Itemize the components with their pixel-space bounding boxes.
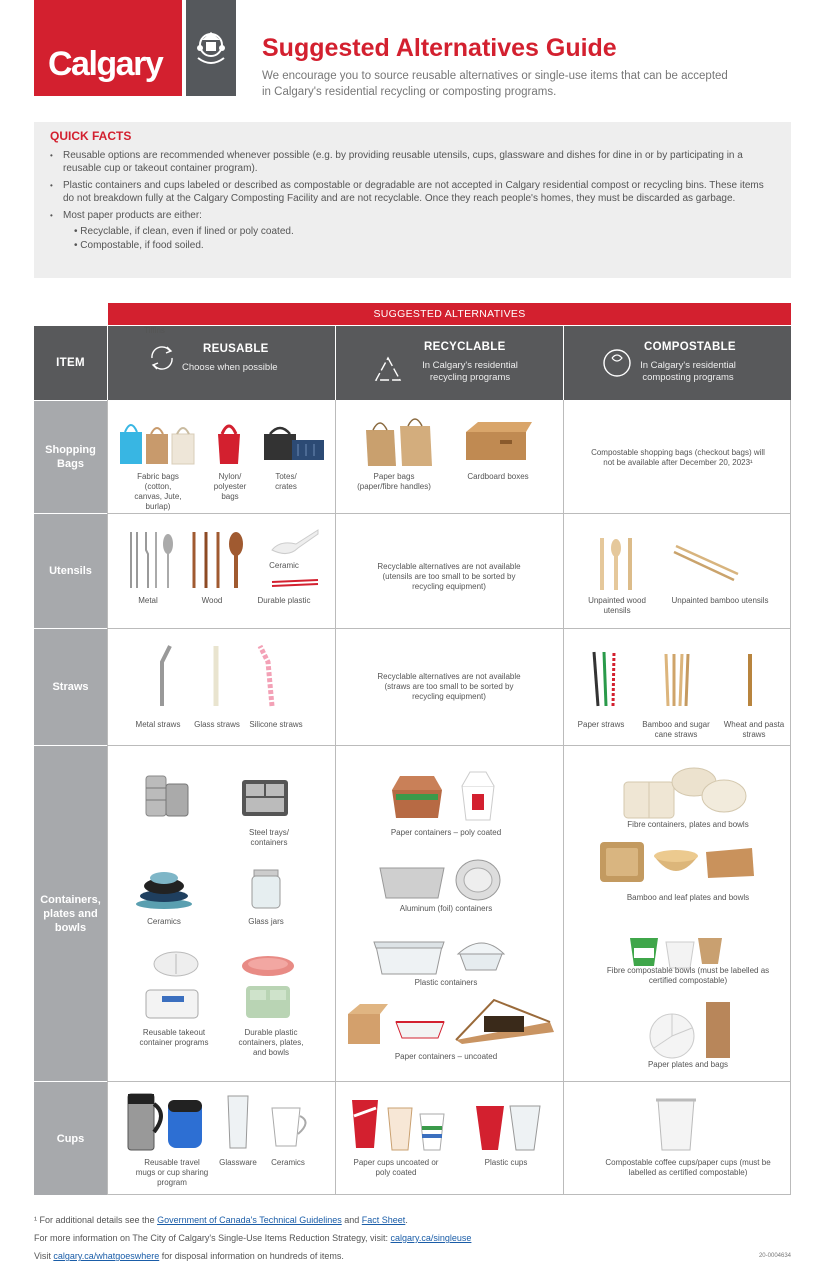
caption-metal-utensils: Metal: [138, 596, 158, 605]
caption-paper-cups: Paper cups uncoated or poly coated: [353, 1158, 439, 1177]
wood-disposable-utensils-illustration: [594, 536, 638, 592]
compostable-cup-illustration: [654, 1096, 698, 1154]
compostable-title: COMPOSTABLE: [644, 341, 736, 353]
caption-nylon-bags: Nylon/ polyester bags: [213, 472, 247, 501]
calgary-logo: [34, 0, 182, 96]
whatgoeswhere-link[interactable]: calgary.ca/whatgoeswhere: [53, 1251, 160, 1261]
grid-line: [790, 400, 791, 1195]
footnote-and: and: [341, 1215, 362, 1225]
ceramic-spoon-illustration: [270, 526, 320, 560]
row-label-utensils: Utensils: [34, 514, 107, 628]
paper-bags-illustration: [364, 412, 436, 468]
compostable-subtitle-2: composting programs: [642, 372, 734, 383]
fact-sheet-link[interactable]: Fact Sheet: [361, 1215, 406, 1225]
caption-fabric-bags: Fabric bags (cotton, canvas, Jute, burlap): [134, 472, 182, 511]
suggested-alternatives-banner: SUGGESTED ALTERNATIVES: [108, 303, 791, 325]
caption-wood-disposable-utensils: Unpainted wood utensils: [588, 596, 646, 615]
durable-plastic-chopsticks-illustration: [270, 578, 320, 590]
info-text: For more information on The City of Calgary's Single-Use Items Reduction Strategy, visit:: [34, 1233, 391, 1243]
ceramics-illustration: [134, 866, 194, 910]
technical-guidelines-link[interactable]: Government of Canada's Technical Guidelines: [157, 1215, 342, 1225]
caption-bamboo-plates: Bamboo and leaf plates and bowls: [626, 893, 750, 902]
caption-wood-utensils: Wood: [201, 596, 223, 605]
quick-fact-sub-2: • Compostable, if food soiled.: [74, 239, 204, 251]
metal-utensils-illustration: [126, 530, 176, 590]
document-code: 20-0004634: [758, 1253, 791, 1259]
compostable-straws-illustration: [586, 648, 766, 708]
singleuse-link[interactable]: calgary.ca/singleuse: [390, 1233, 472, 1243]
durable-plastic-plates-illustration: [238, 952, 298, 1020]
disposal-text: for disposal information on hundreds of items.: [159, 1251, 344, 1261]
caption-ceramics: Ceramics: [147, 917, 181, 926]
glass-jars-illustration: [246, 866, 286, 910]
recyclable-column-header: [336, 326, 563, 400]
grid-line: [107, 745, 791, 746]
row-label-cups: Cups: [34, 1082, 107, 1195]
takeout-containers-illustration: [144, 950, 204, 1022]
recyclable-straws-note: Recyclable alternatives are not available (straws are too small to be sorted by recycling equipment): [377, 672, 521, 701]
alternatives-table: [34, 326, 791, 1195]
footnote-line-3: [34, 1251, 344, 1261]
caption-bamboo-straws: Bamboo and sugar cane straws: [642, 720, 710, 739]
grid-line: [107, 1194, 791, 1195]
caption-wheat-straws: Wheat and pasta straws: [723, 720, 785, 739]
reusable-column-header: [108, 326, 335, 400]
caption-totes-crates: Totes/ crates: [275, 472, 297, 491]
fabric-bags-illustration: [118, 418, 198, 466]
caption-fibre-containers: Fibre containers, plates and bowls: [627, 820, 749, 829]
quick-facts-box: [34, 122, 791, 278]
caption-paper-straws: Paper straws: [577, 720, 625, 729]
grid-line: [107, 513, 791, 514]
caption-paper-bags: Paper bags (paper/fibre handles): [357, 472, 431, 491]
visit-text: Visit: [34, 1251, 54, 1261]
caption-compostable-bowls: Fibre compostable bowls (must be labelled as certified compostable): [606, 966, 770, 985]
grid-line: [563, 400, 564, 1195]
caption-metal-straws: Metal straws: [135, 720, 181, 729]
recyclable-subtitle-1: In Calgary's residential: [422, 360, 518, 371]
quick-fact-3: • Most paper products are either:: [50, 210, 775, 223]
caption-glass-jars: Glass jars: [248, 917, 284, 926]
caption-plastic-cups: Plastic cups: [484, 1158, 528, 1167]
item-header-label: ITEM: [56, 357, 85, 369]
compostable-bags-note: Compostable shopping bags (checkout bags) will not be available after December 20, 2023¹: [591, 448, 765, 467]
fibre-containers-illustration: [620, 762, 750, 822]
steel-trays-illustration: [240, 778, 290, 818]
aluminum-containers-illustration: [376, 858, 504, 902]
reusable-straws-illustration: [146, 644, 306, 708]
caption-reusable-takeout: Reusable takeout container programs: [139, 1028, 209, 1047]
footnote-period: .: [405, 1215, 408, 1225]
recycle-triangle-icon: [372, 354, 404, 386]
footnote-line-2: [34, 1233, 471, 1243]
caption-paper-plates-bags: Paper plates and bags: [647, 1060, 729, 1069]
reusable-title: REUSABLE: [203, 343, 269, 355]
recyclable-subtitle-2: recycling programs: [429, 372, 511, 383]
bamboo-leaf-plates-illustration: [596, 838, 756, 886]
city-crest-icon: [186, 0, 236, 96]
nylon-bag-illustration: [214, 418, 244, 466]
wood-utensils-illustration: [186, 530, 248, 590]
reuse-arrows-icon: [146, 342, 178, 374]
caption-durable-plastic: Durable plastic: [257, 596, 311, 605]
quick-facts-title: QUICK FACTS: [50, 129, 132, 143]
footnote-line-1: [34, 1215, 408, 1225]
compostable-column-header: [564, 326, 791, 400]
caption-cups-ceramics: Ceramics: [271, 1158, 305, 1167]
grid-line: [335, 400, 336, 1195]
row-label-containers: Containers, plates and bowls: [34, 746, 107, 1081]
caption-glassware: Glassware: [219, 1158, 257, 1167]
caption-ceramic-utensils: Ceramic: [269, 561, 299, 570]
caption-tiffins: Tiffins: [144, 326, 165, 335]
caption-travel-mugs: Reusable travel mugs or cup sharing program: [135, 1158, 209, 1187]
caption-plastic-containers: Plastic containers: [414, 978, 478, 987]
uncoated-paper-containers-illustration: [344, 994, 556, 1046]
page-title: Suggested Alternatives Guide: [262, 34, 617, 62]
row-label-shopping-bags: Shopping Bags: [34, 401, 107, 513]
caption-cardboard-boxes: Cardboard boxes: [467, 472, 529, 481]
caption-aluminum-containers: Aluminum (foil) containers: [399, 904, 493, 913]
row-label-straws: Straws: [34, 629, 107, 745]
caption-bamboo-utensils: Unpainted bamboo utensils: [671, 596, 769, 605]
caption-silicone-straws: Silicone straws: [249, 720, 303, 729]
caption-durable-plastic-containers: Durable plastic containers, plates, and bowls: [238, 1028, 304, 1057]
plastic-containers-illustration: [372, 932, 508, 978]
bamboo-chopsticks-illustration: [672, 542, 742, 582]
cardboard-box-illustration: [460, 418, 532, 462]
grid-line: [107, 400, 108, 1195]
logo-text: Calgary: [48, 45, 163, 83]
paper-plates-bags-illustration: [644, 998, 740, 1060]
recyclable-title: RECYCLABLE: [424, 341, 506, 353]
caption-steel-trays: Steel trays/ containers: [248, 828, 289, 847]
caption-glass-straws: Glass straws: [194, 720, 240, 729]
reusable-cups-illustration: [124, 1090, 314, 1154]
item-column-header: [34, 326, 107, 400]
quick-fact-2: • Plastic containers and cups labeled or described as compostable or degradable are not accepted in Calgary residential compost or recycling bins. These items do not breakdown fully at the Calgary Composting Facility and are not recyclable. Once they reach people's homes, they must be discarded as garbage.: [50, 180, 775, 205]
grid-line: [107, 1081, 791, 1082]
recyclable-cups-illustration: [348, 1096, 548, 1154]
compostable-subtitle-1: In Calgary's residential: [640, 360, 736, 371]
page-subtitle: We encourage you to source reusable alternatives or single-use items that can be accepted in Calgary's residential recycling or composting programs.: [262, 70, 728, 98]
caption-uncoated-paper-containers: Paper containers – uncoated: [394, 1052, 498, 1061]
reusable-subtitle: Choose when possible: [182, 362, 278, 373]
poly-coated-paper-containers-illustration: [386, 770, 502, 822]
tiffins-illustration: [138, 770, 194, 820]
caption-compostable-cups: Compostable coffee cups/paper cups (must be labelled as certified compostable): [605, 1158, 771, 1177]
quick-fact-sub-1: • Recyclable, if clean, even if lined or poly coated.: [74, 225, 294, 237]
totes-crates-illustration: [262, 420, 326, 462]
quick-fact-1: • Reusable options are recommended whenever possible (e.g. by providing reusable utensils, cups, glassware and dishes for dine in or by participating in a reusable cup or takeout container program).: [50, 150, 775, 175]
grid-line: [107, 628, 791, 629]
caption-poly-coated-containers: Paper containers – poly coated: [390, 828, 502, 837]
footnote-text: ¹ For additional details see the: [34, 1215, 158, 1225]
recyclable-utensils-note: Recyclable alternatives are not available (utensils are too small to be sorted by recycling equipment): [377, 562, 521, 591]
